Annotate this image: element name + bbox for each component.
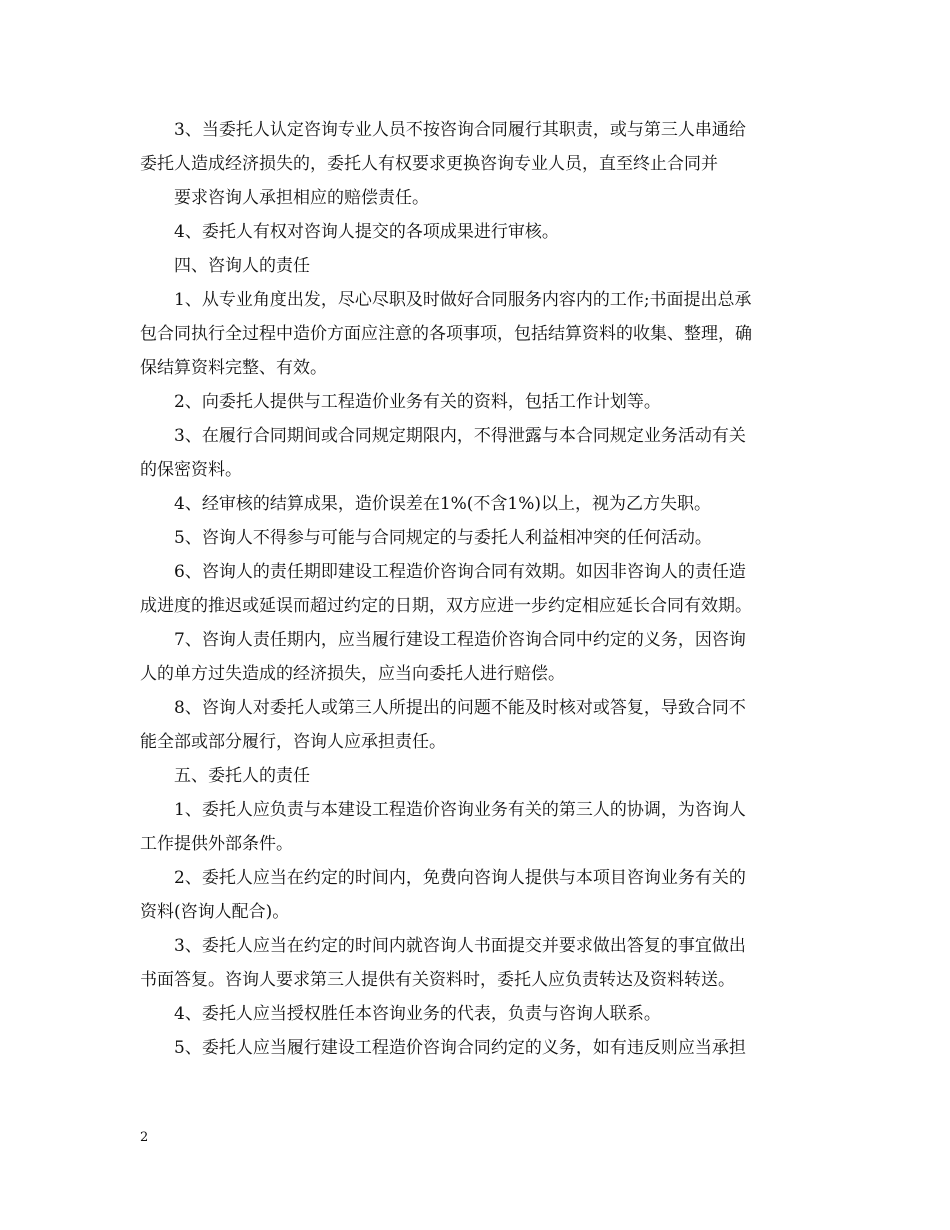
paragraph-line: 的保密资料。 xyxy=(140,460,242,480)
paragraph-line-first: 4、委托人应当授权胜任本咨询业务的代表，负责与咨询人联系。 xyxy=(174,1004,661,1024)
paragraph-line: 能全部或部分履行，咨询人应承担责任。 xyxy=(140,732,446,752)
paragraph-line-first: 5、咨询人不得参与可能与合同规定的与委托人利益相冲突的任何活动。 xyxy=(174,528,712,548)
paragraph-line: 人的单方过失造成的经济损失，应当向委托人进行赔偿。 xyxy=(140,664,565,684)
paragraph-line: 资料(咨询人配合)。 xyxy=(140,902,290,922)
paragraph-line-first: 4、经审核的结算成果，造价误差在1%(不含1%)以上，视为乙方失职。 xyxy=(174,494,712,514)
paragraph-line-first: 要求咨询人承担相应的赔偿责任。 xyxy=(174,188,429,208)
paragraph-line-first: 3、委托人应当在约定的时间内就咨询人书面提交并要求做出答复的事宜做出 xyxy=(174,936,746,956)
paragraph-line: 保结算资料完整、有效。 xyxy=(140,358,327,378)
paragraph-line-first: 四、咨询人的责任 xyxy=(174,256,310,276)
paragraph-line-first: 1、从专业角度出发，尽心尽职及时做好合同服务内容内的工作;书面提出总承 xyxy=(174,290,752,310)
paragraph-line-first: 2、向委托人提供与工程造价业务有关的资料，包括工作计划等。 xyxy=(174,392,661,412)
paragraph-line: 包合同执行全过程中造价方面应注意的各项事项，包括结算资料的收集、整理，确 xyxy=(140,324,752,344)
paragraph-line-first: 7、咨询人责任期内，应当履行建设工程造价咨询合同中约定的义务，因咨询 xyxy=(174,630,746,650)
paragraph-line: 工作提供外部条件。 xyxy=(140,834,293,854)
page-number: 2 xyxy=(140,1130,149,1145)
document-body xyxy=(140,113,812,1065)
paragraph-line: 成进度的推迟或延误而超过约定的日期，双方应进一步约定相应延长合同有效期。 xyxy=(140,596,752,616)
paragraph-line: 委托人造成经济损失的，委托人有权要求更换咨询专业人员，直至终止合同并 xyxy=(140,154,718,174)
paragraph-line-first: 8、咨询人对委托人或第三人所提出的问题不能及时核对或答复，导致合同不 xyxy=(174,698,746,718)
paragraph-line-first: 五、委托人的责任 xyxy=(174,766,310,786)
paragraph-line-first: 1、委托人应负责与本建设工程造价咨询业务有关的第三人的协调，为咨询人 xyxy=(174,800,746,820)
paragraph-line-first: 4、委托人有权对咨询人提交的各项成果进行审核。 xyxy=(174,222,559,242)
paragraph-line-first: 2、委托人应当在约定的时间内，免费向咨询人提供与本项目咨询业务有关的 xyxy=(174,868,746,888)
paragraph-line-first: 6、咨询人的责任期即建设工程造价咨询合同有效期。如因非咨询人的责任造 xyxy=(174,562,746,582)
paragraph-line-first: 5、委托人应当履行建设工程造价咨询合同约定的义务，如有违反则应当承担 xyxy=(174,1038,746,1058)
paragraph-line-first: 3、当委托人认定咨询专业人员不按咨询合同履行其职责，或与第三人串通给 xyxy=(174,120,746,140)
paragraph-line-first: 3、在履行合同期间或合同规定期限内，不得泄露与本合同规定业务活动有关 xyxy=(174,426,746,446)
paragraph-line: 书面答复。咨询人要求第三人提供有关资料时，委托人应负责转达及资料转送。 xyxy=(140,970,735,990)
